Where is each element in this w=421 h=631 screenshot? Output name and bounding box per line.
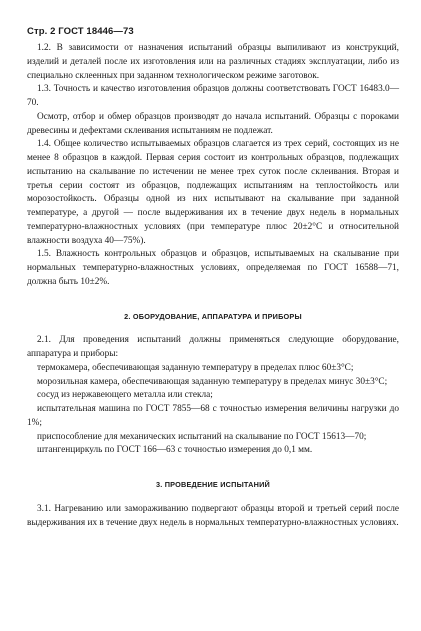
paragraph-1-4: 1.4. Общее количество испытываемых образцов слагается из трех серий, состоящих из не менее 8 образцов в каждой. Первая серия состоит из контрольных образцов, подлежащих испытанию на скалывание по истечении не менее трех суток после склеивания. Вторая и третья серии состоят из образцов, подлежащих испытаниям на теплостойкость или морозостойкость. Образцы одной из них испытывают на скалывание при заданной температуре, а другой — после выдерживания их в течение двух недель в нормальных температурно-влажностных условиях (при температуре плюс 20±2°С и относительной влажности воздуха 40—75%). [27, 139, 399, 246]
equipment-item: штангенциркуль по ГОСТ 166—63 с точностью измерения до 0,1 мм. [37, 445, 313, 456]
section-2-heading: 2. ОБОРУДОВАНИЕ, АППАРАТУРА И ПРИБОРЫ [124, 311, 302, 321]
paragraph-1-5: 1.5. Влажность контрольных образцов и образцов, испытываемых на скалывание при нормальных температурно-влажностных условиях, определяемая по ГОСТ 16588—71, должна быть 10±2%. [27, 249, 399, 287]
paragraph-3-1: 3.1. Нагреванию или замораживанию подвергают образцы второй и третьей серий после выдерживания их в течение двух недель в нормальных температурно-влажностных условиях. [27, 503, 399, 528]
document-body [27, 42, 399, 530]
equipment-item: испытательная машина по ГОСТ 7855—68 с точностью измерения величины нагрузки до 1%; [27, 404, 399, 428]
paragraph-2-1: 2.1. Для проведения испытаний должны применяться следующие оборудование, аппаратура и приборы: [27, 335, 399, 359]
equipment-item: термокамера, обеспечивающая заданную температуру в пределах плюс 60±3°С; [37, 362, 354, 373]
paragraph-1-3: 1.3. Точность и качество изготовления образцов должны соответствовать ГОСТ 16483.0—70. [27, 84, 399, 108]
equipment-item: морозильная камера, обеспечивающая заданную температуру в пределах минус 30±3°С; [37, 376, 388, 387]
equipment-item: приспособление для механических испытаний на скалывание по ГОСТ 15613—70; [37, 431, 367, 442]
paragraph-inspection: Осмотр, отбор и обмер образцов производят до начала испытаний. Образцы с пороками древесины и дефектами склеивания испытаниям не подлежат. [27, 111, 399, 136]
page-header: Стр. 2 ГОСТ 18446—73 [27, 26, 134, 37]
paragraph-1-2: 1.2. В зависимости от назначения испытаний образцы выпиливают из конструкций, изделий и деталей после их изготовления или на различных стадиях эксплуатации, либо из специально склеенных при заданном технологическом режиме заготовок. [27, 43, 399, 81]
section-3-heading: 3. ПРОВЕДЕНИЕ ИСПЫТАНИЙ [156, 480, 270, 489]
equipment-item: сосуд из нержавеющего металла или стекла; [37, 390, 213, 401]
